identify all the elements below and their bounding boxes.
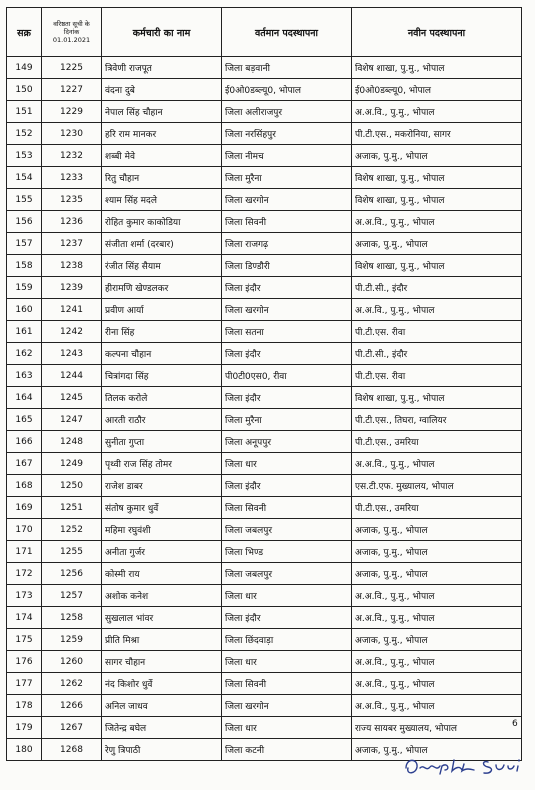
table-row: [7, 497, 522, 519]
cell-seniority: 1262: [42, 673, 102, 695]
cell-employee-name: प्रवीण आर्या: [102, 299, 222, 321]
cell-employee-name: महिमा रघुवंशी: [102, 519, 222, 541]
cell-current-posting: जिला छिंदवाड़ा: [222, 629, 352, 651]
cell-employee-name: सुनीता गुप्ता: [102, 431, 222, 453]
table-row: [7, 629, 522, 651]
table-row: [7, 255, 522, 277]
cell-current-posting: जिला नीमच: [222, 145, 352, 167]
table-row: [7, 321, 522, 343]
cell-new-posting: पी.टी.सी., इंदौर: [352, 277, 522, 299]
cell-employee-name: नेपाल सिंह चौहान: [102, 101, 222, 123]
cell-seniority: 1267: [42, 717, 102, 739]
cell-current-posting: जिला धार: [222, 585, 352, 607]
cell-sno: 179: [7, 717, 42, 739]
cell-employee-name: हीरामणि खेण्डलकर: [102, 277, 222, 299]
cell-employee-name: रोहित कुमार काकोडिया: [102, 211, 222, 233]
cell-seniority: 1251: [42, 497, 102, 519]
cell-current-posting: जिला सतना: [222, 321, 352, 343]
cell-seniority: 1233: [42, 167, 102, 189]
cell-employee-name: तिलक करोले: [102, 387, 222, 409]
cell-seniority: 1266: [42, 695, 102, 717]
cell-current-posting: जिला बड़वानी: [222, 57, 352, 79]
cell-current-posting: जिला धार: [222, 651, 352, 673]
cell-current-posting: जिला अलीराजपुर: [222, 101, 352, 123]
table-body: [7, 57, 522, 761]
header-seniority: वरिष्ठता सूची के दिनांक 01.01.2021: [42, 8, 102, 57]
cell-seniority: 1250: [42, 475, 102, 497]
table-row: [7, 145, 522, 167]
cell-employee-name: प्रीति मिश्रा: [102, 629, 222, 651]
header-new-posting: नवीन पदस्थापना: [352, 8, 522, 57]
cell-sno: 169: [7, 497, 42, 519]
table-header: [7, 8, 522, 57]
cell-new-posting: अ.अ.वि., पु.मु., भोपाल: [352, 101, 522, 123]
cell-current-posting: जिला भिण्ड: [222, 541, 352, 563]
cell-new-posting: अजाक, पु.मु., भोपाल: [352, 629, 522, 651]
table-row: [7, 167, 522, 189]
cell-sno: 159: [7, 277, 42, 299]
cell-current-posting: जिला इंदौर: [222, 475, 352, 497]
cell-current-posting: जिला सिवनी: [222, 673, 352, 695]
cell-seniority: 1249: [42, 453, 102, 475]
table-row: [7, 453, 522, 475]
cell-new-posting: अ.अ.वि., पु.मु., भोपाल: [352, 651, 522, 673]
cell-current-posting: जिला धार: [222, 453, 352, 475]
cell-new-posting: पी.टी.एस. रीवा: [352, 365, 522, 387]
table-row: [7, 717, 522, 739]
cell-employee-name: अनीता गुर्जर: [102, 541, 222, 563]
cell-new-posting: पी.टी.एस. रीवा: [352, 321, 522, 343]
cell-employee-name: हरि राम मानकर: [102, 123, 222, 145]
cell-employee-name: जितेन्द्र बघेल: [102, 717, 222, 739]
table-row: [7, 299, 522, 321]
table-row: [7, 475, 522, 497]
cell-sno: 150: [7, 79, 42, 101]
cell-new-posting: अजाक, पु.मु., भोपाल: [352, 563, 522, 585]
cell-current-posting: जिला खरगोन: [222, 189, 352, 211]
cell-seniority: 1225: [42, 57, 102, 79]
cell-current-posting: जिला इंदौर: [222, 607, 352, 629]
cell-sno: 173: [7, 585, 42, 607]
cell-current-posting: जिला धार: [222, 717, 352, 739]
cell-seniority: 1239: [42, 277, 102, 299]
cell-employee-name: पृथ्वी राज सिंह तोमर: [102, 453, 222, 475]
cell-seniority: 1230: [42, 123, 102, 145]
cell-sno: 180: [7, 739, 42, 761]
cell-seniority: 1258: [42, 607, 102, 629]
cell-employee-name: अशोक कनेश: [102, 585, 222, 607]
cell-current-posting: ई0ओ0डब्ल्यू0, भोपाल: [222, 79, 352, 101]
cell-new-posting: अ.अ.वि., पु.मु., भोपाल: [352, 211, 522, 233]
table-row: [7, 101, 522, 123]
cell-employee-name: संतोष कुमार धुर्वे: [102, 497, 222, 519]
cell-new-posting: ई0ओ0डब्ल्यू0, भोपाल: [352, 79, 522, 101]
cell-sno: 161: [7, 321, 42, 343]
table-row: [7, 343, 522, 365]
cell-sno: 160: [7, 299, 42, 321]
cell-employee-name: श्याम सिंह मदले: [102, 189, 222, 211]
cell-current-posting: जिला डिण्डौरी: [222, 255, 352, 277]
cell-seniority: 1229: [42, 101, 102, 123]
cell-seniority: 1237: [42, 233, 102, 255]
header-current-posting: वर्तमान पदस्थापना: [222, 8, 352, 57]
cell-new-posting: पी.टी.एस., उमरिया: [352, 431, 522, 453]
table-row: [7, 651, 522, 673]
cell-current-posting: जिला कटनी: [222, 739, 352, 761]
page-number: 6: [512, 719, 518, 729]
cell-seniority: 1238: [42, 255, 102, 277]
cell-seniority: 1248: [42, 431, 102, 453]
cell-sno: 168: [7, 475, 42, 497]
table-row: [7, 233, 522, 255]
cell-employee-name: वंदना दुबे: [102, 79, 222, 101]
table-row: [7, 189, 522, 211]
table-row: [7, 519, 522, 541]
cell-sno: 166: [7, 431, 42, 453]
cell-employee-name: सागर चौहान: [102, 651, 222, 673]
cell-seniority: 1257: [42, 585, 102, 607]
cell-seniority: 1259: [42, 629, 102, 651]
table-row: [7, 541, 522, 563]
cell-seniority: 1232: [42, 145, 102, 167]
cell-new-posting: अजाक, पु.मु., भोपाल: [352, 541, 522, 563]
cell-sno: 153: [7, 145, 42, 167]
cell-employee-name: रेणु त्रिपाठी: [102, 739, 222, 761]
cell-current-posting: जिला सिवनी: [222, 497, 352, 519]
cell-employee-name: नंद किशोर धुर्वे: [102, 673, 222, 695]
table-row: [7, 211, 522, 233]
cell-sno: 172: [7, 563, 42, 585]
cell-seniority: 1255: [42, 541, 102, 563]
cell-employee-name: सुखलाल भांवर: [102, 607, 222, 629]
cell-seniority: 1242: [42, 321, 102, 343]
cell-employee-name: आरती राठौर: [102, 409, 222, 431]
header-sno: सक्र: [7, 8, 42, 57]
table-row: [7, 79, 522, 101]
cell-current-posting: जिला जबलपुर: [222, 519, 352, 541]
transfer-table: [6, 7, 522, 761]
cell-seniority: 1236: [42, 211, 102, 233]
cell-employee-name: संजीता शर्मा (दरबार): [102, 233, 222, 255]
cell-current-posting: जिला जबलपुर: [222, 563, 352, 585]
cell-current-posting: जिला खरगोन: [222, 299, 352, 321]
cell-new-posting: विशेष शाखा, पु.मु., भोपाल: [352, 167, 522, 189]
table-row: [7, 123, 522, 145]
table-row: [7, 409, 522, 431]
cell-current-posting: जिला नरसिंहपुर: [222, 123, 352, 145]
cell-sno: 154: [7, 167, 42, 189]
cell-current-posting: जिला खरगोन: [222, 695, 352, 717]
handwritten-signature: [400, 750, 530, 780]
cell-seniority: 1245: [42, 387, 102, 409]
cell-seniority: 1241: [42, 299, 102, 321]
cell-sno: 151: [7, 101, 42, 123]
cell-current-posting: जिला मुरैना: [222, 167, 352, 189]
cell-employee-name: त्रिवेणी राजपूत: [102, 57, 222, 79]
cell-sno: 178: [7, 695, 42, 717]
cell-new-posting: पी.टी.सी., इंदौर: [352, 343, 522, 365]
cell-new-posting: अ.अ.वि., पु.मु., भोपाल: [352, 585, 522, 607]
cell-seniority: 1260: [42, 651, 102, 673]
cell-current-posting: जिला सिवनी: [222, 211, 352, 233]
cell-sno: 174: [7, 607, 42, 629]
cell-new-posting: अजाक, पु.मु., भोपाल: [352, 739, 522, 761]
cell-new-posting: अ.अ.वि., पु.मु., भोपाल: [352, 673, 522, 695]
cell-current-posting: जिला राजगढ़: [222, 233, 352, 255]
cell-sno: 177: [7, 673, 42, 695]
table-row: [7, 607, 522, 629]
cell-new-posting: अ.अ.वि., पु.मु., भोपाल: [352, 607, 522, 629]
cell-new-posting: विशेष शाखा, पु.मु., भोपाल: [352, 57, 522, 79]
cell-sno: 165: [7, 409, 42, 431]
cell-sno: 156: [7, 211, 42, 233]
cell-new-posting: अजाक, पु.मु., भोपाल: [352, 519, 522, 541]
table-row: [7, 695, 522, 717]
cell-employee-name: रंजीत सिंह सैयाम: [102, 255, 222, 277]
cell-sno: 176: [7, 651, 42, 673]
cell-seniority: 1243: [42, 343, 102, 365]
cell-employee-name: अनिल जाधव: [102, 695, 222, 717]
cell-employee-name: शब्बी मेवे: [102, 145, 222, 167]
cell-seniority: 1227: [42, 79, 102, 101]
cell-sno: 158: [7, 255, 42, 277]
table-row: [7, 365, 522, 387]
cell-sno: 149: [7, 57, 42, 79]
cell-seniority: 1268: [42, 739, 102, 761]
cell-new-posting: विशेष शाखा, पु.मु., भोपाल: [352, 387, 522, 409]
cell-new-posting: अ.अ.वि., पु.मु., भोपाल: [352, 695, 522, 717]
cell-employee-name: चित्रांगदा सिंह: [102, 365, 222, 387]
cell-current-posting: जिला मुरैना: [222, 409, 352, 431]
cell-sno: 155: [7, 189, 42, 211]
cell-seniority: 1235: [42, 189, 102, 211]
table-row: [7, 387, 522, 409]
cell-new-posting: अजाक, पु.मु., भोपाल: [352, 233, 522, 255]
cell-sno: 164: [7, 387, 42, 409]
cell-sno: 170: [7, 519, 42, 541]
cell-current-posting: जिला अनूपपुर: [222, 431, 352, 453]
cell-sno: 152: [7, 123, 42, 145]
cell-new-posting: अ.अ.वि., पु.मु., भोपाल: [352, 299, 522, 321]
cell-new-posting: अजाक, पु.मु., भोपाल: [352, 145, 522, 167]
cell-new-posting: पी.टी.एस., तिघरा, ग्वालियर: [352, 409, 522, 431]
cell-new-posting: राज्य सायबर मुख्यालय, भोपाल: [352, 717, 522, 739]
cell-employee-name: कोस्मी राय: [102, 563, 222, 585]
cell-new-posting: पी.टी.एस., मकरोनिया, सागर: [352, 123, 522, 145]
cell-sno: 171: [7, 541, 42, 563]
header-name: कर्मचारी का नाम: [102, 8, 222, 57]
table-row: [7, 277, 522, 299]
cell-sno: 167: [7, 453, 42, 475]
cell-sno: 162: [7, 343, 42, 365]
cell-new-posting: विशेष शाखा, पु.मु., भोपाल: [352, 189, 522, 211]
cell-employee-name: राजेश डाबर: [102, 475, 222, 497]
cell-new-posting: अ.अ.वि., पु.मु., भोपाल: [352, 453, 522, 475]
cell-seniority: 1244: [42, 365, 102, 387]
table-row: [7, 563, 522, 585]
cell-current-posting: जिला इंदौर: [222, 387, 352, 409]
cell-new-posting: एस.टी.एफ. मुख्यालय, भोपाल: [352, 475, 522, 497]
cell-seniority: 1247: [42, 409, 102, 431]
cell-sno: 163: [7, 365, 42, 387]
table-row: [7, 585, 522, 607]
cell-sno: 157: [7, 233, 42, 255]
table-row: [7, 57, 522, 79]
cell-employee-name: रीना सिंह: [102, 321, 222, 343]
cell-new-posting: पी.टी.एस., उमरिया: [352, 497, 522, 519]
cell-seniority: 1252: [42, 519, 102, 541]
cell-sno: 175: [7, 629, 42, 651]
cell-current-posting: जिला इंदौर: [222, 343, 352, 365]
cell-current-posting: पी0टी0एस0, रीवा: [222, 365, 352, 387]
table-row: [7, 673, 522, 695]
cell-employee-name: कल्पना चौहान: [102, 343, 222, 365]
cell-employee-name: रितु चौहान: [102, 167, 222, 189]
cell-seniority: 1256: [42, 563, 102, 585]
cell-current-posting: जिला इंदौर: [222, 277, 352, 299]
table-row: [7, 431, 522, 453]
cell-new-posting: विशेष शाखा, पु.मु., भोपाल: [352, 255, 522, 277]
